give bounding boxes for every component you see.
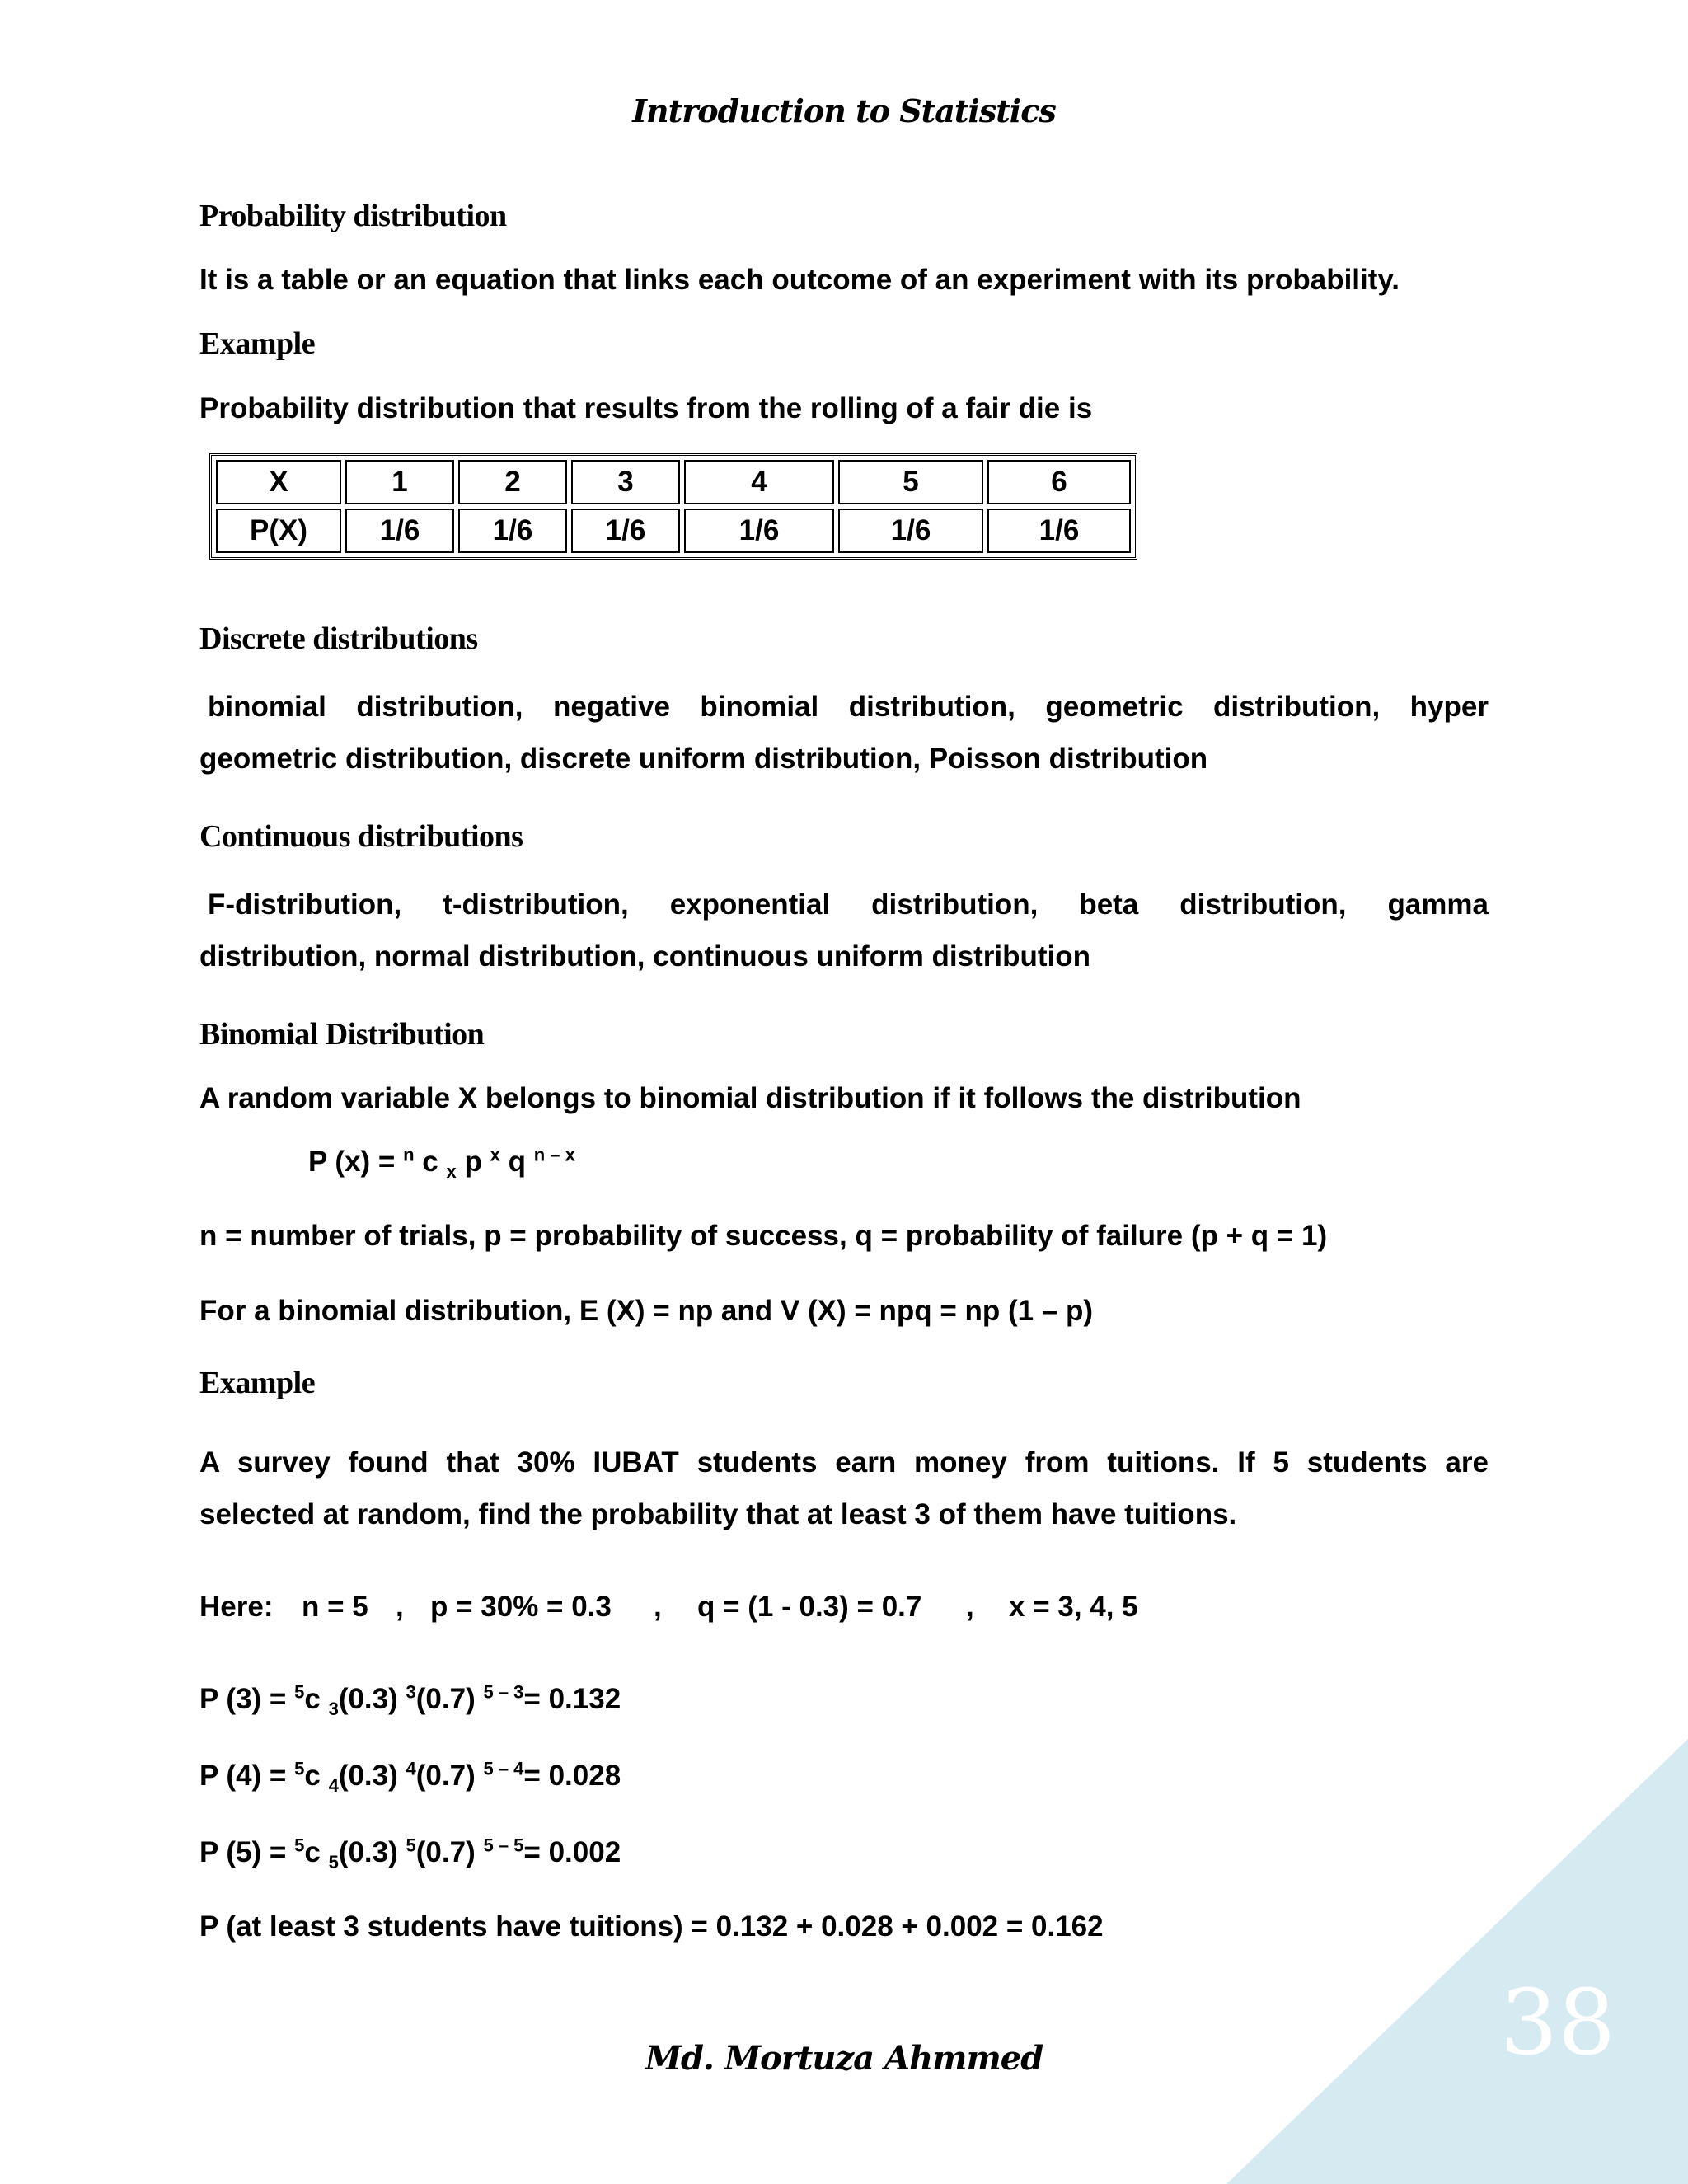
- calc-result: = 0.132: [523, 1683, 621, 1715]
- here-sep-2: ,: [654, 1591, 662, 1623]
- table-cell: 1/6: [838, 509, 983, 553]
- here-label: Here:: [199, 1591, 274, 1623]
- here-q: q = (1 - 0.3) = 0.7: [697, 1591, 922, 1623]
- calc-n: 5: [294, 1758, 305, 1779]
- here-p: p = 30% = 0.3: [430, 1591, 612, 1623]
- heading-example-1: Example: [199, 326, 316, 361]
- calc-q: (0.7): [415, 1760, 476, 1792]
- binomial-params: n = number of trials, p = probability of success, q = probability of failure (p + q = 1): [199, 1220, 1328, 1252]
- table-cell: 1/6: [458, 509, 567, 553]
- calc-p3: [199, 1681, 621, 1719]
- continuous-list: [199, 879, 1489, 982]
- heading-example-2: Example: [199, 1366, 316, 1400]
- table-row: [216, 509, 1131, 553]
- heading-binomial-distribution: Binomial Distribution: [199, 1017, 485, 1052]
- formula-q: q: [508, 1146, 526, 1178]
- calc-p: (0.3): [338, 1760, 398, 1792]
- calc-k: 3: [328, 1699, 339, 1719]
- table-cell: 2: [458, 460, 567, 504]
- table-cell: 1/6: [571, 509, 680, 553]
- calc-lhs: P (5) =: [199, 1836, 295, 1868]
- formula-n: n: [403, 1144, 415, 1165]
- here-sep-1: ,: [396, 1591, 404, 1623]
- header-title: Introduction to Statistics: [632, 92, 1056, 129]
- table-cell: P(X): [216, 509, 341, 553]
- calc-p: (0.3): [338, 1683, 398, 1715]
- page-number: 38: [1500, 1970, 1615, 2075]
- calc-p-sup: 4: [406, 1758, 416, 1779]
- heading-continuous-distributions: Continuous distributions: [199, 819, 523, 854]
- calc-n: 5: [294, 1835, 305, 1856]
- heading-discrete-distributions: Discrete distributions: [199, 621, 478, 656]
- calc-q-sup: 5 – 4: [483, 1758, 524, 1779]
- here-sep-3: ,: [966, 1591, 974, 1623]
- final-result: P (at least 3 students have tuitions) = 0.132 + 0.028 + 0.002 = 0.162: [199, 1910, 1104, 1943]
- formula-c: c: [422, 1146, 438, 1178]
- table-row: [216, 460, 1131, 504]
- discrete-list: [199, 681, 1489, 785]
- table-cell: 6: [987, 460, 1131, 504]
- calc-c: c: [304, 1836, 321, 1868]
- calc-q-sup: 5 – 5: [483, 1835, 524, 1856]
- binomial-formula: [308, 1144, 575, 1182]
- calc-lhs: P (4) =: [199, 1760, 295, 1792]
- formula-x-sub: x: [446, 1161, 457, 1182]
- calc-q-sup: 5 – 3: [483, 1681, 524, 1703]
- table-cell: X: [216, 460, 341, 504]
- problem-line-2: selected at random, find the probability that at least 3 of them have tuitions.: [199, 1498, 1237, 1530]
- discrete-line-2: geometric distribution, discrete uniform distribution, Poisson distribution: [199, 743, 1208, 775]
- table-cell: 4: [684, 460, 834, 504]
- table-cell: 1/6: [684, 509, 834, 553]
- footer-author: Md. Mortuza Ahmmed: [645, 2039, 1043, 2078]
- calc-p-sup: 3: [406, 1681, 416, 1703]
- calc-q: (0.7): [415, 1683, 476, 1715]
- table-cell: 1/6: [987, 509, 1131, 553]
- formula-lhs: P (x) =: [308, 1146, 404, 1178]
- table-cell: 3: [571, 460, 680, 504]
- discrete-line-1: binomial distribution, negative binomial distribution, geometric distribution, hyper: [208, 691, 1489, 723]
- definition-text: It is a table or an equation that links each outcome of an experiment with its probability.: [199, 264, 1400, 296]
- calc-result: = 0.028: [523, 1760, 621, 1792]
- die-distribution-table: [209, 453, 1137, 560]
- continuous-line-2: distribution, normal distribution, continuous uniform distribution: [199, 940, 1091, 972]
- formula-p: p: [464, 1146, 482, 1178]
- calc-n: 5: [294, 1681, 305, 1703]
- here-x: x = 3, 4, 5: [1009, 1591, 1138, 1623]
- calc-p: (0.3): [338, 1836, 398, 1868]
- table-cell: 1/6: [345, 509, 454, 553]
- table-cell: 5: [838, 460, 983, 504]
- calc-q: (0.7): [415, 1836, 476, 1868]
- survey-problem: [199, 1436, 1489, 1540]
- calc-p4: [199, 1758, 621, 1796]
- table-cell: 1: [345, 460, 454, 504]
- here-n: n = 5: [302, 1591, 368, 1623]
- calc-k: 4: [328, 1775, 339, 1796]
- calc-k: 5: [328, 1852, 339, 1872]
- binomial-moments: For a binomial distribution, E (X) = np and V (X) = npq = np (1 – p): [199, 1295, 1094, 1327]
- problem-line-1: A survey found that 30% IUBAT students earn money from tuitions. If 5 students are: [199, 1446, 1489, 1479]
- continuous-line-1: F-distribution, t-distribution, exponential distribution, beta distribution, gamma: [208, 888, 1489, 921]
- binomial-intro: A random variable X belongs to binomial distribution if it follows the distribution: [199, 1082, 1301, 1114]
- example-text: Probability distribution that results from the rolling of a fair die is: [199, 392, 1093, 424]
- calc-c: c: [304, 1683, 321, 1715]
- calc-lhs: P (3) =: [199, 1683, 295, 1715]
- calc-p-sup: 5: [406, 1835, 416, 1856]
- heading-probability-distribution: Probability distribution: [199, 199, 507, 233]
- formula-x-sup: x: [490, 1144, 500, 1165]
- calc-result: = 0.002: [523, 1836, 621, 1868]
- corner-decoration: [1226, 1739, 1688, 2184]
- calc-c: c: [304, 1760, 321, 1792]
- formula-nx-sup: n – x: [533, 1144, 575, 1165]
- calc-p5: [199, 1835, 621, 1872]
